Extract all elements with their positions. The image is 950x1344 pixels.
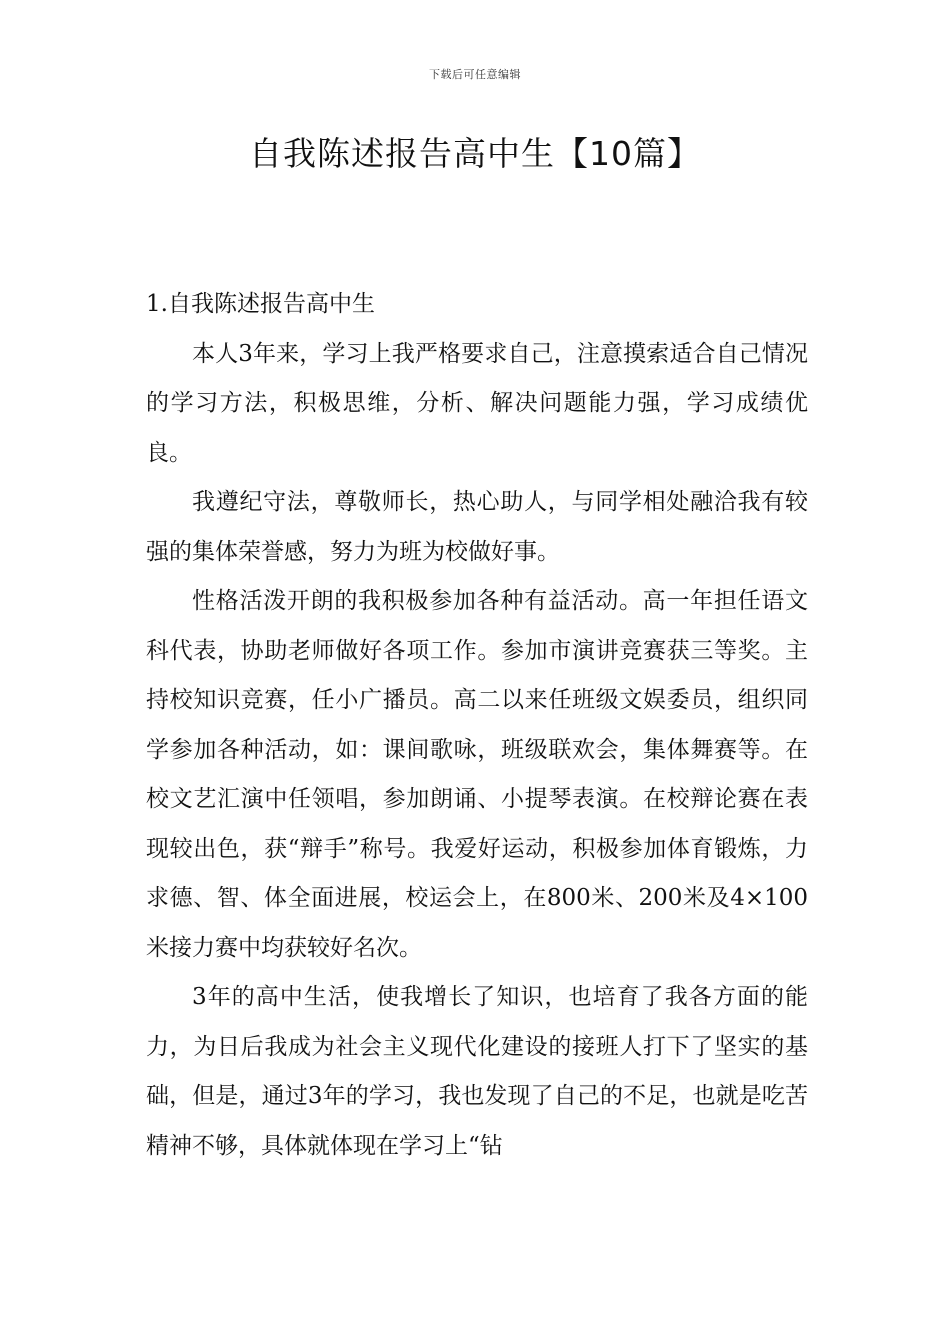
- header-note: 下载后可任意编辑: [429, 68, 521, 81]
- paragraph: 3年的高中生活，使我增长了知识，也培育了我各方面的能力，为日后我成为社会主义现代化建设的接班人打下了坚实的基础，但是，通过3年的学习，我也发现了自己的不足，也就是吃苦精神不够，具体就体现在学习上“钻: [146, 984, 808, 1159]
- document-title: 自我陈述报告高中生【10篇】: [249, 134, 701, 173]
- paragraph: 我遵纪守法，尊敬师长，热心助人，与同学相处融洽我有较强的集体荣誉感，努力为班为校做好事。: [146, 489, 808, 565]
- document-body: [146, 280, 808, 1171]
- paragraph: 本人3年来，学习上我严格要求自己，注意摸索适合自己情况的学习方法，积极思维，分析、解决问题能力强，学习成绩优良。: [146, 340, 808, 466]
- section-heading: 1.自我陈述报告高中生: [146, 291, 375, 317]
- paragraph: 性格活泼开朗的我积极参加各种有益活动。高一年担任语文科代表，协助老师做好各项工作。参加市演讲竞赛获三等奖。主持校知识竞赛，任小广播员。高二以来任班级文娱委员，组织同学参加各种活动，如：课间歌咏，班级联欢会，集体舞赛等。在校文艺汇演中任领唱，参加朗诵、小提琴表演。在校辩论赛在表现较出色，获“辩手”称号。我爱好运动，积极参加体育锻炼，力求德、智、体全面进展，校运会上，在800米、200米及4×100米接力赛中均获较好名次。: [146, 588, 808, 961]
